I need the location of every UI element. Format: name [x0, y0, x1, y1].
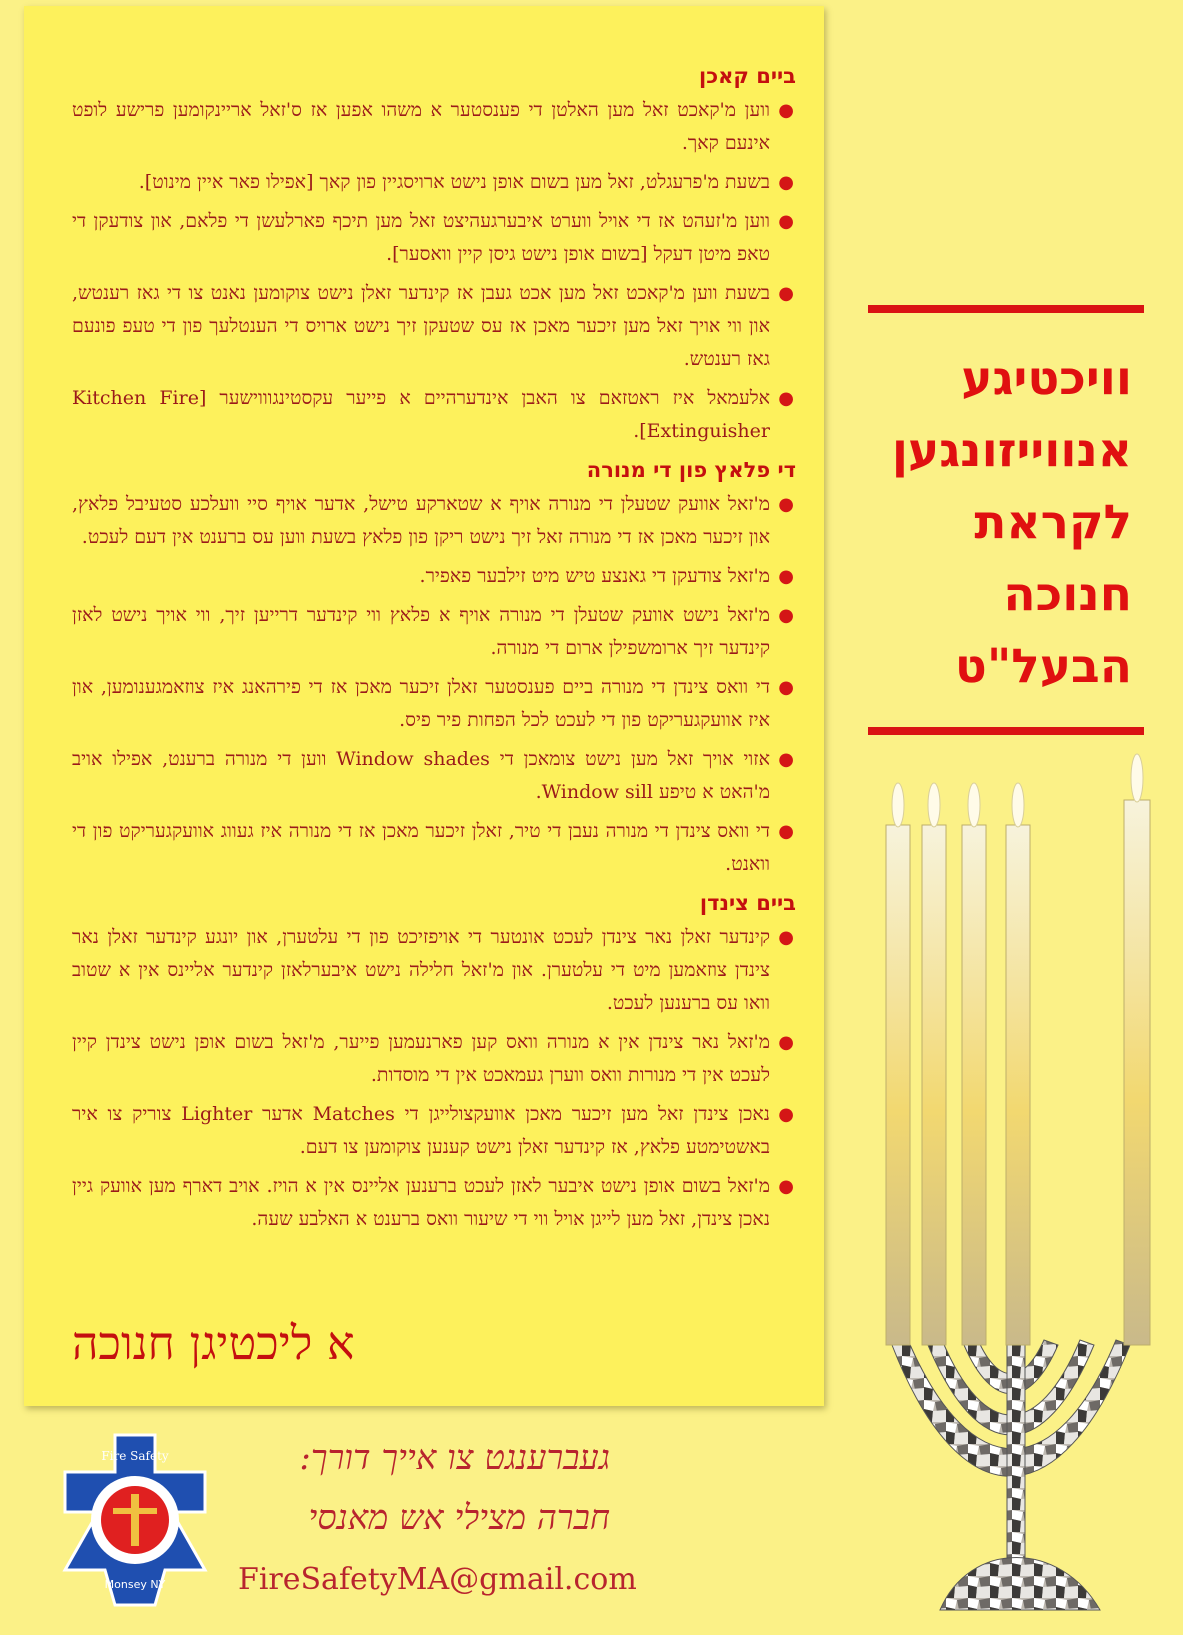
list-item-text: מ'זאל אוועק שטעלן די מנורה אויף א שטארקע טישל, אדער אויף סיי וועלכע סטעיבל פלאץ, און זיכער מאכן אז די מנורה זאל זיך נישט ריקן פון פלאץ בשעת ווען עס ברענט אין דעם לעכט. [72, 493, 770, 548]
bullet-icon: ● [778, 677, 794, 698]
bullet-list [72, 94, 796, 448]
list-item-text: קינדער זאלן נאר צינדן לעכט אונטער די אויפזיכט פון די עלטערן, און יונגע קינדער זאלן נאר צינדן צוזאמען מיט די עלטערן. און מ'זאל חלילה נישט איבערלאזן קינדער אליינס אין א שטוב וואו עס ברענען לעכט. [72, 926, 770, 1014]
bullet-icon: ● [778, 821, 794, 842]
list-item-text: ווען מ'זעהט אז די אויל ווערט איבערגעהיצט זאל מען תיכף פארלעשן די פלאם, און צודעקן די טאפ מיטן דעקל [בשום אופן נישט גיסן קיין וואסער]. [72, 210, 770, 265]
title-line: חנוכה [1003, 567, 1132, 622]
list-item [72, 166, 796, 199]
title-line: וויכטיגע [961, 351, 1132, 406]
list-item [72, 1026, 796, 1092]
list-item [72, 599, 796, 665]
section-heading: ביים צינדן [699, 891, 796, 915]
list-item-text: אלעמאל איז ראטזאם צו האבן אינדערהיים א פייער עקסטינגוווישער [Kitchen Fire Extinguisher]. [72, 387, 770, 442]
list-item [72, 1098, 796, 1164]
bullet-icon: ● [778, 494, 794, 515]
bullet-icon: ● [778, 283, 794, 304]
title-top-rule [868, 305, 1144, 313]
menorah-candles [886, 754, 1150, 1345]
list-item [72, 560, 796, 593]
bullet-icon: ● [778, 927, 794, 948]
bullet-icon: ● [778, 100, 794, 121]
list-item-text: מ'זאל בשום אופן נישט איבער לאזן לעכט ברענען אליינס אין א הויז. אויב דארף מען אוועק גיין נאכן צינדן, זאל מען לייגן אויל ווי די שיעור וואס ברענט א האלבע שעה. [72, 1175, 770, 1230]
section-heading: ביים קאכן [699, 64, 796, 88]
menorah-base [892, 1340, 1130, 1610]
credits-area [60, 1420, 637, 1625]
candle [1124, 754, 1150, 1345]
list-item-text: אזוי אויך זאל מען נישט צומאכן די Window shades ווען די מנורה ברענט, אפילו אויב מ'האט א טיפע Window sill. [72, 748, 770, 803]
section-heading: די פלאץ פון די מנורה [586, 458, 796, 482]
candle [962, 783, 986, 1345]
list-item-text: די וואס צינדן די מנורה נעבן די טיר, זאלן זיכער מאכן אז די מנורה איז געווג אוועקגעריקט פון די וואנט. [72, 820, 770, 875]
list-item [72, 1170, 796, 1236]
list-item [72, 488, 796, 554]
list-item [72, 815, 796, 881]
contact-email[interactable]: FireSafetyMA@gmail.com [238, 1562, 637, 1597]
list-item-text: ווען מ'קאכט זאל מען האלטן די פענסטער א משהו אפען אז ס'זאל אריינקומען פרישע לופט אינעם קאך. [72, 99, 770, 154]
title-bottom-rule [868, 727, 1144, 735]
instructions-content [72, 54, 796, 1242]
list-item [72, 921, 796, 1020]
bullet-icon: ● [778, 211, 794, 232]
title-block [868, 305, 1144, 735]
list-item-text: בשעת ווען מ'קאכט זאל מען אכט געבן אז קינדער זאלן נישט צוקומען נאנט צו די גאז רענטש, און ווי אויך זאל מען זיכער מאכן אז עס שטעקן זיך נישט ארויס די הענטלעך פון די טעפ פונעם גאז רענטש. [72, 282, 770, 370]
list-item-text: מ'זאל נישט אוועק שטעלן די מנורה אויף א פלאץ ווי קינדער דרייען זיך, ווי אויך נישט לאזן קינדער זיך ארומשפילן ארום די מנורה. [72, 604, 770, 659]
bullet-icon: ● [778, 1104, 794, 1125]
list-item [72, 382, 796, 448]
list-item [72, 205, 796, 271]
bullet-icon: ● [778, 388, 794, 409]
list-item [72, 277, 796, 376]
bullet-icon: ● [778, 172, 794, 193]
list-item [72, 743, 796, 809]
organization-name: חברה מצילי אש מאנסי [308, 1498, 610, 1538]
list-item-text: בשעת מ'פרעגלט, זאל מען בשום אופן נישט ארויסגיין פון קאך [אפילו פאר איין מינוט]. [138, 171, 770, 193]
bullet-icon: ● [778, 566, 794, 587]
list-item [72, 94, 796, 160]
list-item-text: מ'זאל נאר צינדן אין א מנורה וואס קען פארנעמען פייער, מ'זאל בשום אופן נישט צינדן קיין לעכט אין די מנורות וואס ווערן געמאכט אין די מוסדות. [72, 1031, 770, 1086]
bullet-list [72, 921, 796, 1236]
title-line: לקראת [974, 495, 1132, 550]
list-item-text: נאכן צינדן זאל מען זיכער מאכן אוועקצולייגן די Matches אדער Lighter צוריק צו איר באשטימטע פלאץ, אז קינדער זאלן נישט קענען צוקומען צו דעם. [72, 1103, 770, 1158]
credit-line: געברענגט צו אייך דורך: [299, 1438, 610, 1478]
list-item-text: מ'זאל צודעקן די גאנצע טיש מיט זילבער פאפיר. [419, 565, 770, 587]
page-title [892, 343, 1132, 703]
closing-greeting: א ליכטיגן חנוכה [72, 1316, 355, 1370]
bullet-icon: ● [778, 1176, 794, 1197]
candle [1006, 783, 1030, 1345]
candle [922, 783, 946, 1345]
title-line: הבעל"ט [954, 639, 1132, 694]
bullet-icon: ● [778, 605, 794, 626]
menorah-illustration [880, 740, 1176, 1620]
candle [886, 783, 910, 1345]
logo-top-text: Fire Safety [101, 1449, 169, 1463]
title-line: אנווייזונגען [891, 423, 1132, 478]
list-item [72, 671, 796, 737]
bullet-list [72, 488, 796, 881]
content-panel [24, 6, 824, 1406]
list-item-text: די וואס צינדן די מנורה ביים פענסטער זאלן זיכער מאכן אז די פירהאנג איז צוזאמגענומען, און איז אוועקגעריקט פון די לעכט לכל הפחות פיר פיס. [72, 676, 770, 731]
logo-bottom-text: Monsey NY [104, 1578, 166, 1591]
bullet-icon: ● [778, 1032, 794, 1053]
fire-safety-logo [60, 1430, 210, 1610]
bullet-icon: ● [778, 749, 794, 770]
